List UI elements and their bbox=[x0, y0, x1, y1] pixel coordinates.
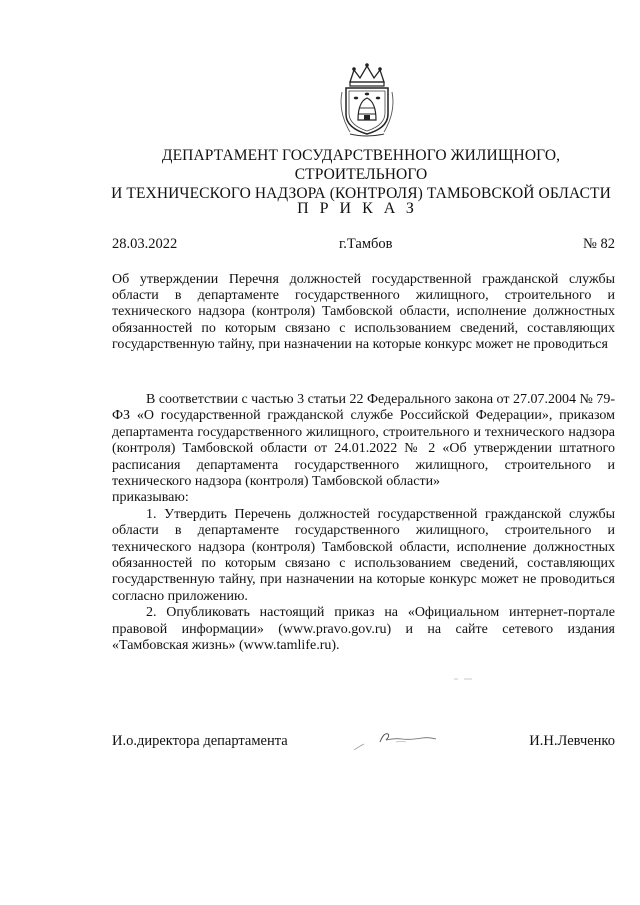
document-number: № 82 bbox=[583, 236, 615, 252]
signatory-position: И.о.директора департамента bbox=[112, 733, 288, 749]
document-type: ПРИКАЗ bbox=[297, 200, 425, 217]
order-item-1: 1. Утвердить Перечень должностей государственной гражданской службы области в департаменте государственного жилищного, строительного и технического надзора (контроля) Тамбовской области, исполнение должностных обязанностей по которым связано с использованием сведений, составляющих государственную тайну, при назначении на которые конкурс может не проводиться согласно приложению. bbox=[112, 506, 615, 604]
document-city: г.Тамбов bbox=[339, 236, 393, 252]
header-line-2: И ТЕХНИЧЕСКОГО НАДЗОРА (КОНТРОЛЯ) ТАМБОВСКОЙ ОБЛАСТИ bbox=[111, 185, 611, 202]
order-word: приказываю: bbox=[112, 490, 189, 506]
document-meta-row bbox=[112, 236, 615, 256]
scan-mark-icon bbox=[452, 676, 474, 682]
document-title: Об утверждении Перечня должностей государственной гражданской службы области в департаменте государственного жилищного, строительного и технического надзора (контроля) Тамбовской области, исполнение должностных обязанностей по которым связано с использованием сведений, составляющих государственную тайну, при назначении на которые конкурс может не проводиться bbox=[112, 272, 615, 352]
document-body bbox=[112, 392, 615, 655]
preamble-paragraph: В соответствии с частью 3 статьи 22 Федерального закона от 27.07.2004 № 79-ФЗ «О государственной гражданской службе Российской Федерации», приказом департамента государственного жилищного, строительного и технического надзора (контроля) Тамбовской области от 24.01.2022 № 2 «Об утверждении штатного расписания департамента государственного жилищного, строительного и технического надзора (контроля) Тамбовской области» bbox=[112, 392, 615, 490]
order-item-2: 2. Опубликовать настоящий приказ на «Официальном интернет-портале правовой информации» (www.pravo.gov.ru) и на сайте сетевого издания «Тамбовская жизнь» (www.tamlife.ru). bbox=[112, 605, 615, 654]
organization-header bbox=[96, 146, 626, 203]
document-date: 28.03.2022 bbox=[112, 236, 178, 252]
header-line-1: ДЕПАРТАМЕНТ ГОСУДАРСТВЕННОГО ЖИЛИЩНОГО, СТРОИТЕЛЬНОГО bbox=[161, 147, 561, 183]
tambov-coat-of-arms-icon bbox=[336, 62, 398, 138]
signatory-name: И.Н.Левченко bbox=[529, 733, 615, 749]
signature-row bbox=[112, 733, 615, 757]
